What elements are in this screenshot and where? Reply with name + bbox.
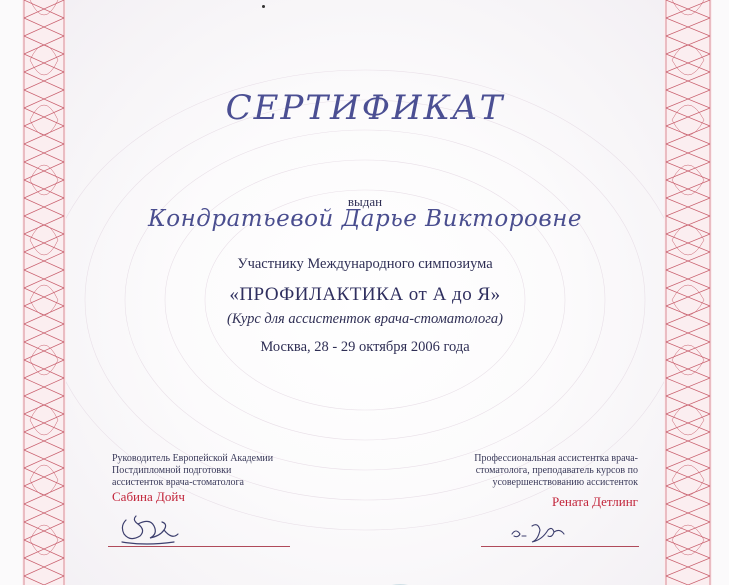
signatory-right xyxy=(472,453,638,508)
certificate-title: СЕРТИФИКАТ xyxy=(225,88,505,128)
handwritten-signature-left xyxy=(116,512,186,548)
place-and-date: Москва, 28 - 29 октября 2006 года xyxy=(260,339,470,355)
right-ornamental-border xyxy=(664,0,712,585)
signatory-position-line: усовершенствованию ассистенток xyxy=(492,477,638,488)
course-subtitle: (Курс для ассистенток врача-стоматолога) xyxy=(226,311,503,327)
signature-line-right xyxy=(481,546,639,547)
ink-dot xyxy=(262,5,265,8)
participant-text: Участнику Международного симпозиума xyxy=(237,256,493,272)
recipient-name: Кондратьевой Дарье Викторовне xyxy=(147,206,582,232)
signatory-position-line: Профессиональная ассистентка врача- xyxy=(474,453,638,464)
issued-label: выдан xyxy=(347,194,383,209)
signatory-left xyxy=(112,453,292,503)
signatory-name: Рената Детлинг xyxy=(552,494,638,509)
signatory-position-line: стоматолога, преподаватель курсов по xyxy=(475,465,638,476)
signature-line-left xyxy=(108,546,290,547)
left-ornamental-border xyxy=(22,0,66,585)
signatory-position-line: Постдипломной подготовки xyxy=(112,465,232,476)
signatory-position-line: Руководитель Европейской Академии xyxy=(112,453,274,464)
signatory-position-line: ассистенток врача-стоматолога xyxy=(112,477,244,488)
program-title: «ПРОФИЛАКТИКА от А до Я» xyxy=(229,284,501,305)
handwritten-signature-right xyxy=(508,520,570,546)
signatory-name: Сабина Дойч xyxy=(112,489,185,504)
seal-edge xyxy=(360,570,440,585)
